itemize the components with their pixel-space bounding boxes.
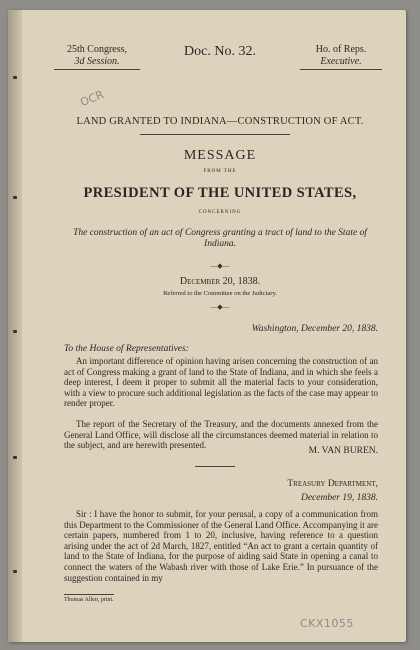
salutation: To the House of Representatives: — [64, 344, 189, 354]
president-heading: PRESIDENT OF THE UNITED STATES, — [83, 185, 357, 201]
title-rule — [140, 134, 290, 135]
letter-dateline: Washington, December 20, 1838. — [251, 324, 378, 334]
signature: M. VAN BUREN. — [308, 446, 378, 456]
header-rule-right — [300, 69, 382, 70]
letter-paragraph: The report of the Secretary of the Treasury, and the documents annexed from the General Land Office, will disclose all the circumstances deemed material in relation to the subject, and are herewith presented. — [64, 419, 378, 451]
ornament-divider: —◆— — [210, 262, 230, 270]
doc-number: Doc. No. 32. — [184, 44, 256, 59]
concerning-label: CONCERNING — [198, 210, 242, 215]
referred-note: Referred to the Committee on the Judiciary. — [163, 290, 277, 297]
margin-note: OCR — [78, 87, 106, 110]
executive-label: Executive. — [320, 56, 362, 67]
footer-rule — [64, 594, 114, 595]
binding-stitch — [13, 196, 17, 199]
section-rule — [195, 466, 235, 467]
page-binding — [8, 10, 22, 642]
from-the-label: FROM THE — [203, 169, 237, 174]
printer-credit: Thomas Allen, print. — [64, 597, 114, 603]
treasury-paragraph: Sir : I have the honor to submit, for your perusal, a copy of a communication from this Department to the Commissioner of the General Land Office. Accompanying it are certain papers, numbered from 1 to 20, inclusive, having reference to a question arising under the act of 2d March, 1827, entitled “An act to grant a certain quantity of land to the State of Indiana, for the purpose of aiding said State in opening a canal to connect the waters of the Wabash river with those of Lake Erie.” In pursuance of the suggestion contained in my — [64, 509, 378, 583]
binding-stitch — [13, 76, 17, 79]
congress-label: 25th Congress, — [67, 44, 127, 55]
binding-stitch — [13, 456, 17, 459]
treasury-date: December 19, 1838. — [300, 493, 378, 503]
binding-stitch — [13, 330, 17, 333]
message-date: December 20, 1838. — [179, 276, 261, 287]
binding-stitch — [13, 570, 17, 573]
letter-paragraph: An important difference of opinion having arisen concerning the construction of an act of Congress making a grant of land to the State of Indiana, and in which she feels a deep interest, I deem it proper to submit all the material facts to your consideration, with a view to procure such additional legislation as the facts of the case may appear to render proper. — [64, 356, 378, 409]
congress-session — [54, 44, 140, 68]
header-rule-left — [54, 69, 140, 70]
message-description: The construction of an act of Congress granting a tract of land to the State of Indiana. — [73, 228, 367, 249]
house-label: Ho. of Reps. — [315, 44, 367, 55]
treasury-department: Treasury Department, — [287, 479, 378, 489]
session-label: 3d Session. — [74, 56, 120, 67]
ornament-divider: —◆— — [210, 303, 230, 311]
message-heading: MESSAGE — [183, 148, 257, 163]
subject-title: LAND GRANTED TO INDIANA—CONSTRUCTION OF ACT. — [76, 116, 364, 127]
catalog-note: CKX1055 — [300, 617, 354, 630]
house-block — [300, 44, 382, 68]
